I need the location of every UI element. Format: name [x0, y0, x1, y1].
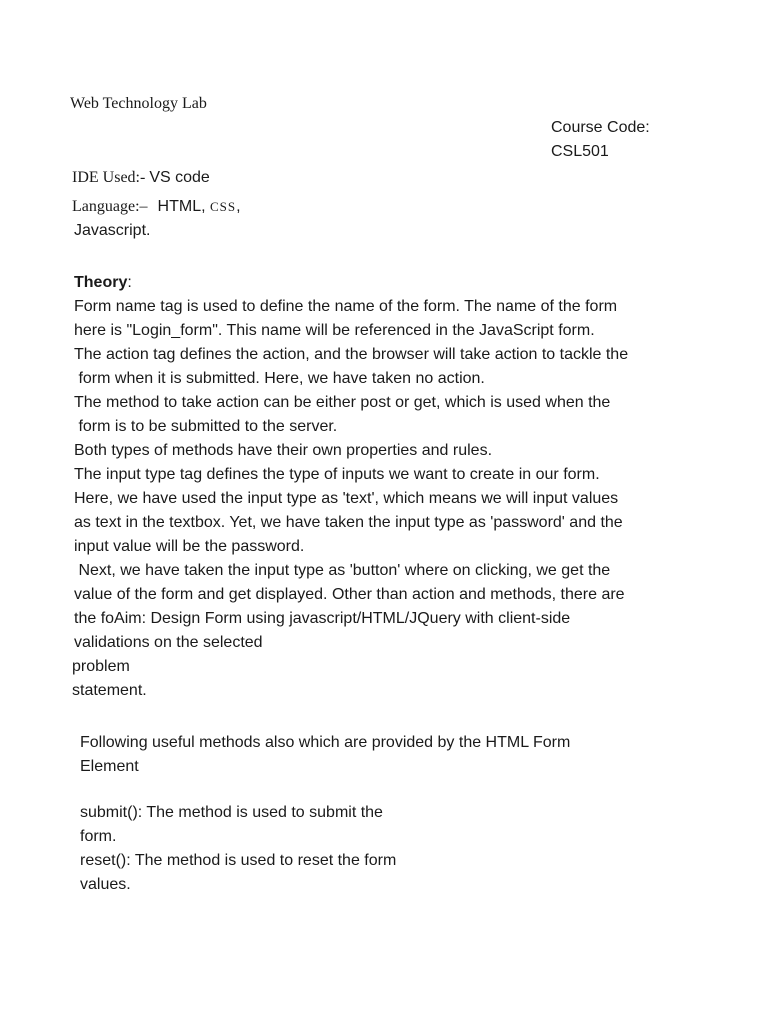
methods-spacer	[80, 779, 570, 801]
language-label: Language:–	[72, 198, 152, 215]
language-value-javascript: Javascript.	[74, 222, 151, 239]
method-item-line: values.	[80, 876, 131, 893]
theory-heading: Theory	[74, 274, 128, 291]
course-code-value: CSL501	[551, 143, 609, 160]
language-value-comma: ,	[236, 198, 241, 215]
theory-heading-row	[74, 271, 714, 295]
theory-line: value of the form and get displayed. Other than action and methods, there are	[74, 586, 625, 603]
course-code-block	[551, 116, 650, 164]
method-item-line: submit(): The method is used to submit the	[80, 804, 383, 821]
theory-line: problem	[72, 658, 130, 675]
theory-line: here is "Login_form". This name will be referenced in the JavaScript form.	[74, 322, 595, 339]
methods-intro-line: Element	[80, 758, 139, 775]
ide-value: VS code	[149, 169, 210, 186]
theory-heading-colon: :	[127, 274, 132, 291]
ide-line	[72, 166, 210, 190]
theory-section	[74, 271, 714, 703]
language-line	[72, 195, 241, 219]
theory-line: Here, we have used the input type as 'text', which means we will input values	[74, 490, 619, 507]
theory-line: Both types of methods have their own properties and rules.	[74, 442, 493, 459]
theory-line: The input type tag defines the type of inputs we want to create in our form.	[74, 466, 600, 483]
ide-label: IDE Used:-	[72, 169, 150, 186]
theory-line: validations on the selected	[74, 634, 263, 651]
theory-line: the foAim: Design Form using javascript/HTML/JQuery with client-side	[74, 610, 571, 627]
language-value-css: CSS	[209, 199, 237, 214]
theory-line: form when it is submitted. Here, we have taken no action.	[74, 370, 485, 387]
method-item-line: reset(): The method is used to reset the form	[80, 852, 397, 869]
theory-line: The action tag defines the action, and the browser will take action to tackle the	[74, 346, 629, 363]
theory-line: Form name tag is used to define the name of the form. The name of the form	[74, 298, 618, 315]
theory-line: statement.	[72, 682, 147, 699]
methods-section	[80, 731, 570, 897]
method-item-line: form.	[80, 828, 117, 845]
lab-title: Web Technology Lab	[70, 95, 207, 112]
language-value-html: HTML,	[157, 198, 210, 215]
course-code-label: Course Code:	[551, 119, 650, 136]
methods-intro-line: Following useful methods also which are provided by the HTML Form	[80, 734, 571, 751]
theory-line: input value will be the password.	[74, 538, 305, 555]
theory-line: Next, we have taken the input type as 'button' where on clicking, we get the	[74, 562, 611, 579]
theory-line: The method to take action can be either post or get, which is used when the	[74, 394, 611, 411]
theory-line: as text in the textbox. Yet, we have taken the input type as 'password' and the	[74, 514, 623, 531]
theory-line: form is to be submitted to the server.	[74, 418, 338, 435]
